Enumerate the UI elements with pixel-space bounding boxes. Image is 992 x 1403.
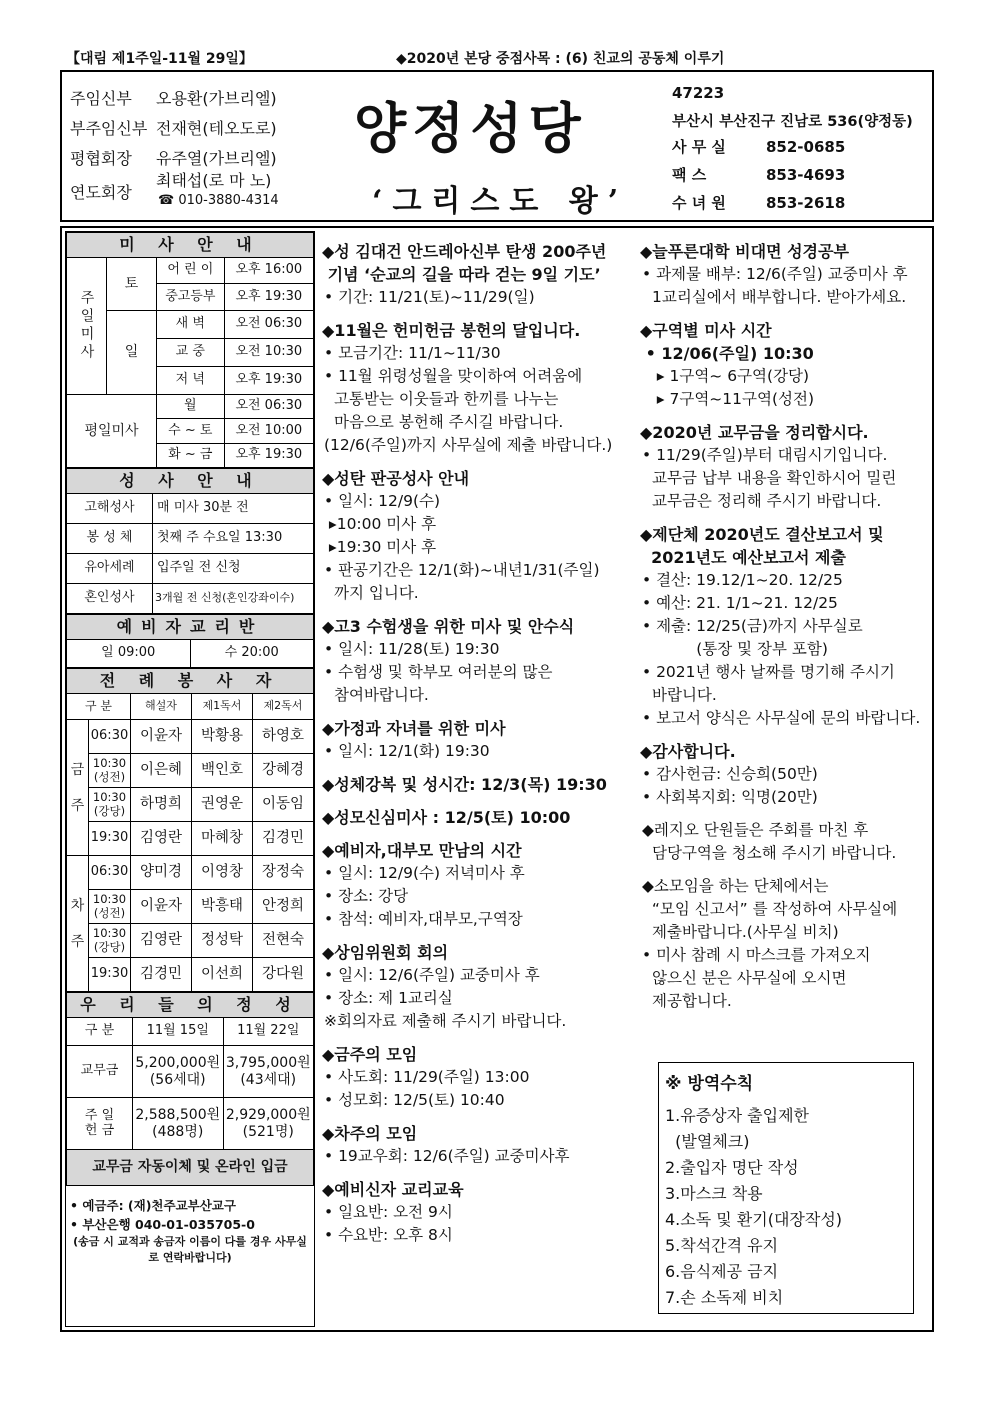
- notice-line: 1교리실에서 배부합니다. 받아가세요.: [652, 288, 907, 306]
- notice-line: • 일시: 12/1(화) 19:30: [324, 742, 490, 760]
- auto-transfer-title: 교무금 자동이체 및 온라인 입금: [67, 1150, 314, 1186]
- notice-line: 마음으로 봉헌해 주시길 바랍니다.: [334, 413, 564, 431]
- notice-line: ▸10:00 미사 후: [324, 515, 437, 533]
- notice-line: ※회의자료 제출해 주시기 바랍니다.: [324, 1012, 567, 1030]
- server-name: 이윤자: [131, 890, 192, 924]
- liturgy-servers-table: 전 례 봉 사 자 구 분 해설자 제1독서 제2독서 금 주 06:30 이윤자 박황용 하영호 10:30 (성전) 이은혜 백인호 강혜경 10:30 (강당) 하명희 권영운 이동임 19:30 김영란 마혜창 김경민 차 주 06:30 양미경 이영창 장정숙 10:30 (성전) 이윤자 박흥태 안정희 10:30 (강당) 김영란 정성탁 전현숙 19:30 김경민 이선희 강다원: [66, 668, 314, 992]
- server-time: 10:30 (성전): [89, 754, 131, 788]
- server-row: [67, 788, 314, 822]
- spacer: [322, 1168, 628, 1178]
- server-name: 권영운: [192, 788, 253, 822]
- rule-item: (발열체크): [665, 1132, 750, 1151]
- notice-heading: ◆상임위원회 회의: [322, 943, 449, 962]
- notice-line: • 사도회: 11/29(주일) 13:00: [324, 1068, 530, 1086]
- weekday-mass-label: 평일미사: [67, 395, 157, 468]
- notice-line: “모임 신고서” 를 작성하여 사무실에: [642, 900, 898, 918]
- server-name: 안정희: [253, 890, 314, 924]
- notice-line: • 기간: 11/21(토)~11/29(일): [324, 288, 535, 306]
- notice-line: • 일시: 12/9(수): [324, 492, 441, 510]
- notice-heading: ◆고3 수험생을 위한 미사 및 안수식: [322, 617, 575, 636]
- notice-line: • 과제물 배부: 12/6(주일) 교중미사 후: [642, 265, 908, 283]
- notice-line: • 성모회: 12/5(토) 10:40: [324, 1091, 505, 1109]
- notice-heading: ◆성체강복 및 성시간: 12/3(목) 19:30: [322, 775, 607, 794]
- zip-code: 47223: [672, 84, 725, 102]
- server-name: 백인호: [192, 754, 253, 788]
- notice-line: ▸ 7구역~11구역(성전): [642, 390, 814, 408]
- notice-line: ◆레지오 단원들은 주회를 마친 후: [642, 821, 869, 839]
- notice-line: • 보고서 양식은 사무실에 문의 바랍니다.: [642, 709, 921, 727]
- pastoral-goal: ◆2020년 본당 중점사목 : (6) 친교의 공동체 이루기: [396, 51, 725, 67]
- server-name: 하명희: [131, 788, 192, 822]
- transfer-note: (송금 시 교적과 송금자 이름이 다를 경우 사무실로 연락바랍니다): [73, 1235, 307, 1264]
- server-row: [67, 822, 314, 856]
- rule-item: 7.손 소독제 비치: [665, 1288, 784, 1307]
- server-name: 마혜창: [192, 822, 253, 856]
- notice-line: ▸19:30 미사 후: [324, 538, 437, 556]
- catechumen-table: 예비자교리반 일 09:00 수 20:00: [66, 614, 314, 668]
- notice-line: 참여바랍니다.: [334, 686, 429, 704]
- server-name: 이동임: [253, 788, 314, 822]
- notice-line: 제출바랍니다.(사무실 비치): [652, 923, 839, 941]
- notice-line: 고통받는 이웃들과 한끼를 나누는: [334, 390, 559, 408]
- notice-heading: ◆예비신자 교리교육: [322, 1180, 464, 1199]
- account-holder: • 예금주: (재)천주교부산교구: [70, 1198, 236, 1213]
- notice-line: 교무금 납부 내용을 확인하시어 밀린: [652, 469, 897, 487]
- notice-heading: ◆늘푸른대학 비대면 성경공부: [640, 242, 849, 261]
- right-column: [640, 240, 934, 1013]
- notice-heading: ◆금주의 모임: [322, 1045, 418, 1064]
- spacer: [322, 457, 628, 467]
- server-row: [67, 924, 314, 958]
- server-time: 19:30: [89, 822, 131, 856]
- server-name: 이영창: [192, 856, 253, 890]
- server-name: 이선희: [192, 958, 253, 992]
- notice-heading: ◆2020년 교무금을 정리합시다.: [640, 423, 869, 442]
- rule-item: 3.마스크 착용: [665, 1184, 763, 1203]
- notice-line: • 일시: 11/28(토) 19:30: [324, 640, 500, 658]
- issue-date: 【대림 제1주일-11월 29일】: [66, 51, 253, 67]
- server-name: 김영란: [131, 924, 192, 958]
- mass-schedule-title: 미 사 안 내: [67, 233, 314, 258]
- notice-line: • 감사헌금: 신승희(50만): [642, 765, 818, 783]
- sacrament-title: 성 사 안 내: [67, 469, 314, 494]
- staff-row: 주임신부 오용환(가브리엘): [70, 89, 277, 108]
- spacer: [640, 309, 934, 319]
- notice-line: 제공합니다.: [652, 992, 732, 1010]
- server-time: 10:30 (강당): [89, 924, 131, 958]
- top-bar: [62, 48, 932, 68]
- server-name: 강다원: [253, 958, 314, 992]
- rule-item: 5.착석간격 유지: [665, 1236, 779, 1255]
- notice-line: • 수요반: 오후 8시: [324, 1226, 453, 1244]
- notice-line: 교무금은 정리해 주시기 바랍니다.: [652, 492, 882, 510]
- mass-schedule-table: 미 사 안 내 주일미사 토 어 린 이 오후 16:00 중고등부 오후 19:30 일 새 벽 오전 06:30 교 중 오전 10:30 저 녁 오후 19:30 평일미사 월 오전 06:30 수 ~ 토 오전 10:00 화 ~ 금 오후 19:30: [66, 232, 314, 468]
- notice-heading: • 12/06(주일) 10:30: [640, 344, 814, 363]
- next-week-label: 차 주: [67, 856, 89, 992]
- notice-heading: ◆구역별 미사 시간: [640, 321, 772, 340]
- spacer: [322, 796, 628, 806]
- phone-number: ☎ 010-3880-4314: [158, 193, 279, 208]
- contact-row: 사 무 실 852-0685: [672, 138, 846, 156]
- notice-line: • 수험생 및 학부모 여러분의 많은: [324, 663, 553, 681]
- offering-title: 우 리 들 의 정 성: [67, 993, 314, 1018]
- quarantine-rules-box: [658, 1062, 914, 1314]
- notice-line: • 판공기간은 12/1(화)~내년1/31(주일): [324, 561, 600, 579]
- notice-heading: ◆11월은 헌미헌금 봉헌의 달입니다.: [322, 321, 581, 340]
- server-time: 10:30 (성전): [89, 890, 131, 924]
- spacer: [322, 605, 628, 615]
- notice-line: • 미사 참례 시 마스크를 가져오지: [642, 946, 871, 964]
- server-name: 이윤자: [131, 720, 192, 754]
- notice-line: • 11월 위령성월을 맞이하여 어려움에: [324, 367, 583, 385]
- rules-title: ※ 방역수칙: [665, 1074, 754, 1094]
- notice-line: 않으신 분은 사무실에 오시면: [652, 969, 847, 987]
- notice-heading: ◆차주의 모임: [322, 1124, 418, 1143]
- rule-item: 6.음식제공 금지: [665, 1262, 779, 1281]
- notice-line: 담당구역을 청소해 주시기 바랍니다.: [652, 844, 897, 862]
- server-name: 김경민: [253, 822, 314, 856]
- spacer: [322, 309, 628, 319]
- left-sidebar: [65, 231, 315, 1327]
- servers-title: 전 례 봉 사 자: [67, 669, 314, 694]
- notice-heading: ◆성탄 판공성사 안내: [322, 469, 470, 488]
- notice-line: (12/6(주일)까지 사무실에 제출 바랍니다.): [324, 436, 613, 454]
- server-time: 06:30: [89, 720, 131, 754]
- feast-subtitle: ‘그리스도 왕’: [372, 184, 629, 219]
- staff-row: 평협회장 유주열(가브리엘): [70, 149, 277, 168]
- server-name: 양미경: [131, 856, 192, 890]
- notice-line: 까지 입니다.: [334, 584, 419, 602]
- notice-line: • 11/29(주일)부터 대림시기입니다.: [642, 446, 888, 464]
- server-time: 06:30: [89, 856, 131, 890]
- sacrament-table: 성 사 안 내 고해성사 매 미사 30분 전 봉 성 체 첫째 주 수요일 13:30 유아세례 입주일 전 신청 혼인성사 3개월 전 신청(혼인강좌이수): [66, 468, 314, 614]
- notice-line: • 일요반: 오전 9시: [324, 1203, 453, 1221]
- server-time: 10:30 (강당): [89, 788, 131, 822]
- notice-heading: ◆성 김대건 안드레아신부 탄생 200주년: [322, 242, 607, 261]
- server-row: [67, 754, 314, 788]
- catechumen-title: 예비자교리반: [67, 615, 314, 640]
- notice-line: • 일시: 12/6(주일) 교중미사 후: [324, 966, 540, 984]
- server-name: 김경민: [131, 958, 192, 992]
- middle-column: [322, 240, 628, 1247]
- spacer: [322, 1112, 628, 1122]
- server-name: 박황용: [192, 720, 253, 754]
- notice-heading: ◆가정과 자녀를 위한 미사: [322, 719, 506, 738]
- saturday-label: 토: [107, 258, 157, 311]
- spacer: [640, 865, 934, 875]
- staff-row: 연도회장: [70, 183, 132, 202]
- spacer: [322, 763, 628, 773]
- rule-item: 4.소독 및 환기(대장작성): [665, 1210, 843, 1229]
- notice-line: 바랍니다.: [652, 686, 717, 704]
- spacer: [322, 1033, 628, 1043]
- spacer: [322, 931, 628, 941]
- server-name: 하영호: [253, 720, 314, 754]
- notice-line: • 예산: 21. 1/1~21. 12/25: [642, 594, 838, 612]
- newsletter-body: [60, 226, 934, 1332]
- notice-line: • 일시: 12/9(수) 저녁미사 후: [324, 864, 525, 882]
- offering-table: 우 리 들 의 정 성 구 분 11월 15일 11월 22일 교무금 5,200,000원 (56세대) 3,795,000원 (43세대) 주 일 헌 금 2,588,500원 (488명) 2,929,000원 (521명) 교무금 자동이체 및 온라인 입금: [66, 992, 314, 1186]
- notice-line: ◆소모임을 하는 단체에서는: [642, 877, 829, 895]
- notice-line: (통장 및 장부 포함): [642, 640, 828, 658]
- server-row: [67, 856, 314, 890]
- server-name: 전현숙: [253, 924, 314, 958]
- server-name: 박흥태: [192, 890, 253, 924]
- notice-line: • 제출: 12/25(금)까지 사무실로: [642, 617, 863, 635]
- server-name: 이은혜: [131, 754, 192, 788]
- server-name: 장정숙: [253, 856, 314, 890]
- spacer: [322, 707, 628, 717]
- server-name: 정성탁: [192, 924, 253, 958]
- bank-info: [66, 1186, 314, 1266]
- server-row: [67, 958, 314, 992]
- notice-heading: 기념 ‘순교의 길을 따라 걷는 9일 기도’: [322, 265, 601, 284]
- masthead: [60, 70, 934, 222]
- bank-account: • 부산은행 040-01-035705-0: [70, 1217, 255, 1232]
- notice-line: • 사회복지회: 익명(20만): [642, 788, 818, 806]
- notice-heading: ◆감사합니다.: [640, 742, 736, 761]
- server-row: [67, 890, 314, 924]
- rule-item: 1.유증상자 출입제한: [665, 1106, 809, 1125]
- church-name: 양정성당: [354, 96, 587, 160]
- server-name: 강혜경: [253, 754, 314, 788]
- address: 부산시 부산진구 진남로 536(양정동): [672, 114, 913, 130]
- notice-heading: ◆성모신심미사 : 12/5(토) 10:00: [322, 808, 571, 827]
- notice-line: • 결산: 19.12/1~20. 12/25: [642, 571, 843, 589]
- notice-heading: ◆제단체 2020년도 결산보고서 및: [640, 525, 884, 544]
- notice-line: • 2021년 행사 날짜를 명기해 주시기: [642, 663, 895, 681]
- notice-line: • 참석: 예비자,대부모,구역장: [324, 910, 523, 928]
- contact-row: 수 녀 원 853-2618: [672, 194, 846, 212]
- staff-name: 최태섭(로 마 노): [156, 171, 272, 190]
- spacer: [322, 829, 628, 839]
- spacer: [640, 513, 934, 523]
- spacer: [640, 411, 934, 421]
- server-name: 김영란: [131, 822, 192, 856]
- contact-row: 팩 스 853-4693: [672, 166, 846, 184]
- server-time: 19:30: [89, 958, 131, 992]
- notice-line: • 19교우회: 12/6(주일) 교중미사후: [324, 1147, 570, 1165]
- spacer: [640, 730, 934, 740]
- spacer: [640, 809, 934, 819]
- server-row: [67, 720, 314, 754]
- sunday-label: 일: [107, 311, 157, 395]
- notice-line: ▸ 1구역~ 6구역(강당): [642, 367, 810, 385]
- notice-line: • 장소: 제 1교리실: [324, 989, 453, 1007]
- staff-row: 부주임신부 전재현(테오도로): [70, 119, 277, 138]
- notice-heading: 2021년도 예산보고서 제출: [640, 548, 846, 567]
- notice-line: • 모금기간: 11/1~11/30: [324, 344, 501, 362]
- rule-item: 2.출입자 명단 작성: [665, 1158, 799, 1177]
- rules-list: [665, 1103, 913, 1311]
- this-week-label: 금 주: [67, 720, 89, 856]
- notice-line: • 장소: 강당: [324, 887, 409, 905]
- notice-heading: ◆예비자,대부모 만남의 시간: [322, 841, 522, 860]
- sunday-mass-label: 주일미사: [67, 258, 107, 395]
